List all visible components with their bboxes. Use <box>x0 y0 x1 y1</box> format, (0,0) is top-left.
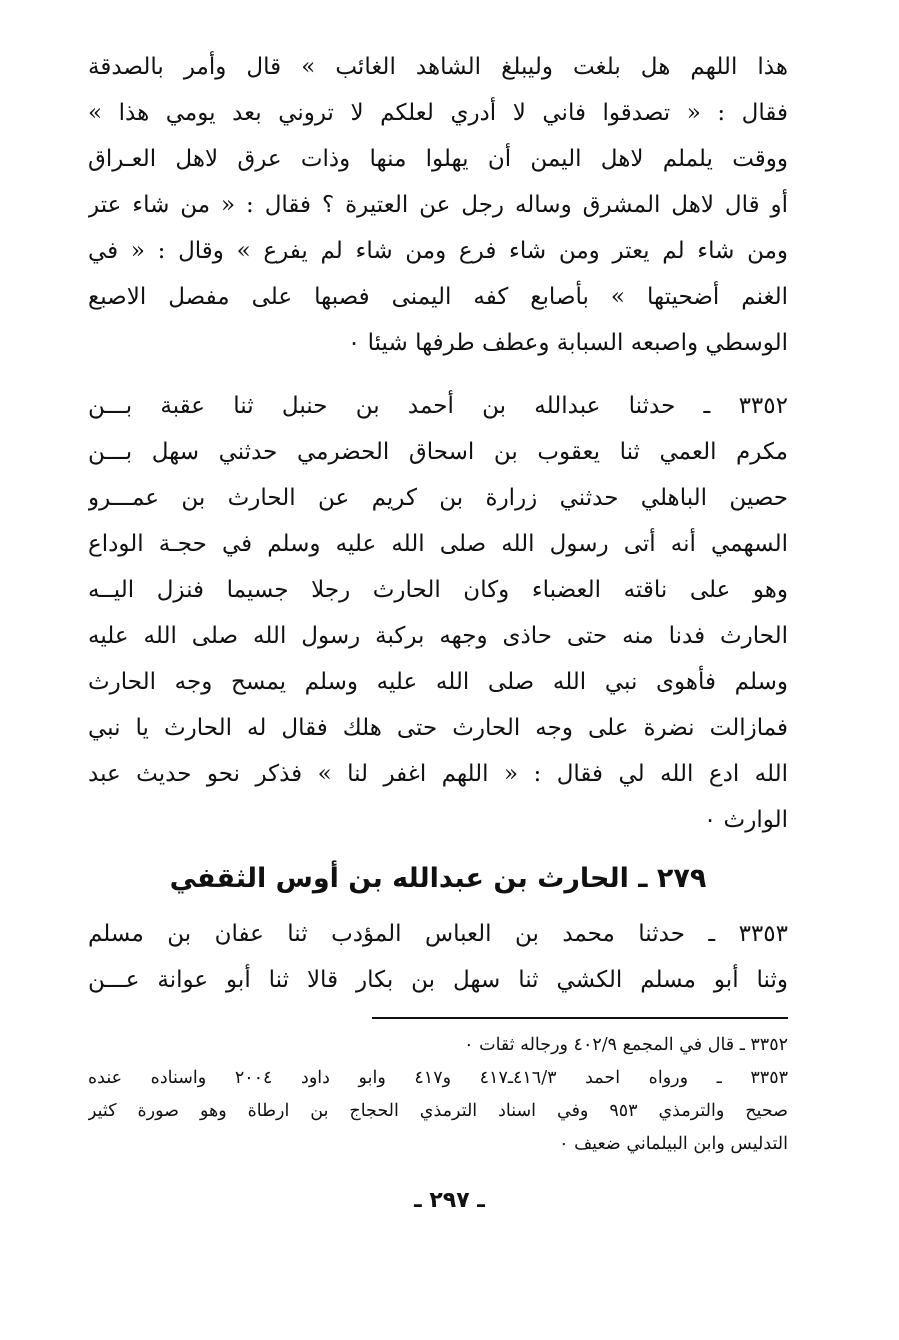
chapter-heading: ٢٧٩ ـ الحارث بن عبدالله بن أوس الثقفي <box>169 863 707 894</box>
text-line: مكرم العمي ثنا يعقوب بن اسحاق الحضرمي حدثني سهل بـــن <box>88 439 788 465</box>
text-line: الغنم أضحيتها » بأصابع كفه اليمنى فصبها على مفصل الاصبع <box>88 284 788 310</box>
text-line: ووقت يلملم لاهل اليمن أن يهلوا منها وذات عرق لاهل العـراق <box>88 146 788 172</box>
footnotes <box>88 1029 788 1161</box>
text-line: ٣٣٥٣ ـ حدثنا محمد بن العباس المؤدب ثنا عفان بن مسلم <box>88 921 788 947</box>
text-line: الوسطي واصبعه السبابة وعطف طرفها شيئا ٠ <box>347 330 788 356</box>
text-line: حصين الباهلي حدثني زرارة بن كريم عن الحارث بن عمـــرو <box>88 485 788 511</box>
text-line: فقال : « تصدقوا فاني لا أدري لعلكم لا تروني بعد يومي هذا » <box>88 100 788 126</box>
page-number: ـ ٢٩٧ ـ <box>414 1188 485 1213</box>
text-line: فمازالت نضرة على وجه الحارث حتى هلك فقال له الحارث يا نبي <box>88 715 788 741</box>
text-line: السهمي أنه أتى رسول الله صلى الله عليه وسلم في حجـة الوداع <box>88 531 788 557</box>
footnote-3353-line: صحيح والترمذي ٩٥٣ وفي اسناد الترمذي الحجاج بن ارطاة وهو صورة كثير <box>88 1101 788 1121</box>
text-line: ومن شاء لم يعتر ومن شاء فرع ومن شاء لم يفرع » وقال : « في <box>88 238 788 264</box>
book-page <box>88 44 788 1161</box>
text-line: وهو على ناقته العضباء وكان الحارث رجلا جسيما فنزل اليــه <box>88 577 788 603</box>
paragraph-continuation <box>88 44 788 366</box>
text-line: هذا اللهم هل بلغت وليبلغ الشاهد الغائب » قال وأمر بالصدقة <box>88 54 788 80</box>
paragraph-gap <box>88 366 788 383</box>
hadith-3352 <box>88 383 788 843</box>
footnote-3352: ٣٣٥٢ ـ قال في المجمع ٤٠٢/٩ ورجاله ثقات ٠ <box>464 1035 788 1055</box>
text-line: وثنا أبو مسلم الكشي ثنا سهل بن بكار قالا ثنا أبو عوانة عـــن <box>88 967 788 993</box>
footnote-divider <box>372 1017 788 1019</box>
text-line: أو قال لاهل المشرق وساله رجل عن العتيرة ؟ فقال : « من شاء عتر <box>88 192 788 218</box>
text-line: الحارث فدنا منه حتى حاذى وجهه بركبة رسول الله صلى الله عليه <box>88 623 788 649</box>
text-line: الله ادع الله لي فقال : « اللهم اغفر لنا » فذكر نحو حديث عبد <box>88 761 788 787</box>
hadith-3353 <box>88 911 788 1003</box>
text-line: الوارث ٠ <box>703 807 788 833</box>
text-line: ٣٣٥٢ ـ حدثنا عبدالله بن أحمد بن حنبل ثنا عقبة بـــن <box>88 393 788 419</box>
footnote-3353-line: ٣٣٥٣ ـ ورواه احمد ٤١٦/٣ـ٤١٧ و٤١٧ وابو داود ٢٠٠٤ واسناده عنده <box>88 1068 788 1088</box>
footnote-3353-line: التدليس وابن البيلماني ضعيف ٠ <box>559 1134 788 1154</box>
text-line: وسلم فأهوى نبي الله صلى الله عليه وسلم يمسح وجه الحارث <box>88 669 788 695</box>
